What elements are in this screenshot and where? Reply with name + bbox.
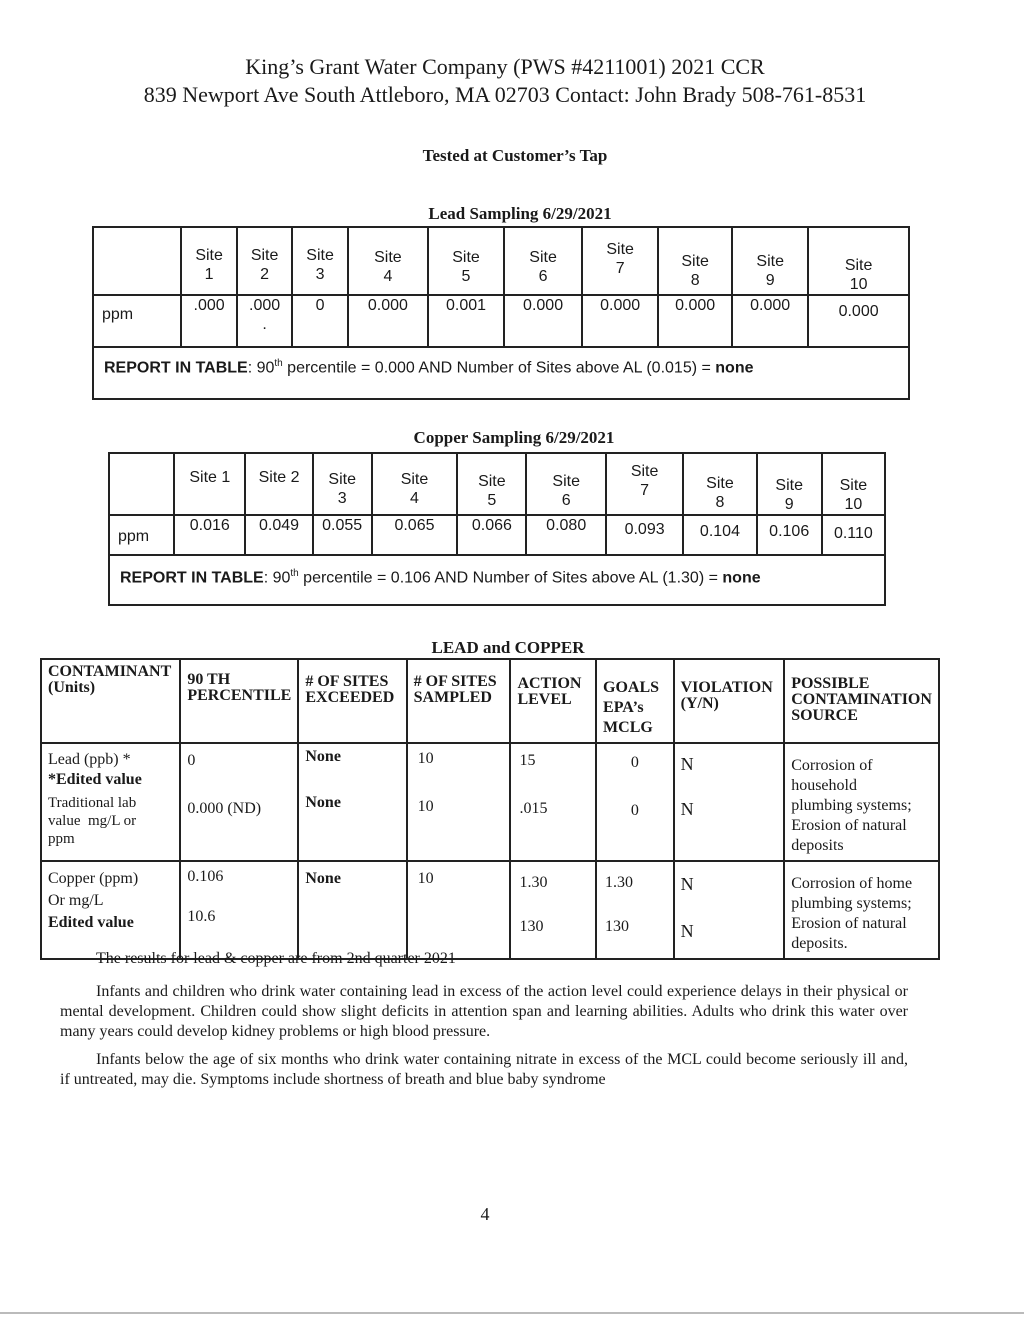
copper-unit: Or mg/L [48, 892, 104, 909]
copper-report-row [109, 555, 885, 605]
lead-edited-label: *Edited value [48, 771, 142, 788]
copper-report-result: none [722, 569, 761, 587]
lead-mclg-2: 0 [630, 802, 639, 819]
page-number: 4 [480, 1204, 490, 1224]
lead-percentile-2: 0.000 (ND) [187, 800, 262, 817]
copper-action-1: 1.30 [519, 874, 548, 891]
header-sites-exceeded: # OF SITES EXCEEDED [298, 659, 406, 743]
lead-site-header: Site 6 [504, 227, 582, 295]
copper-action-2: 130 [519, 918, 544, 935]
lead-site-header: Site 3 [292, 227, 347, 295]
copper-row-label: ppm [109, 515, 174, 555]
lead-action-cell [510, 743, 596, 861]
lead-site-value: 0.000 [504, 295, 582, 347]
copper-site-value: 0.065 [372, 515, 458, 555]
lead-site-header: Site 7 [582, 227, 658, 295]
lead-sampling-title: Lead Sampling 6/29/2021 [428, 204, 612, 223]
company-address: 839 Newport Ave South Attleboro, MA 02703 Contact: John Brady 508-761-8531 [143, 82, 867, 107]
lead-site-header: Site 1 [181, 227, 236, 295]
copper-violation-1: N [680, 874, 694, 894]
copper-report-sup: th [290, 568, 299, 579]
lead-sampling-table [92, 226, 910, 400]
lead-report-sup: th [274, 358, 283, 369]
copper-report-label: REPORT IN TABLE [120, 569, 264, 587]
copper-site-value: 0.110 [822, 515, 885, 555]
header-violation: VIOLATION (Y/N) [674, 659, 785, 743]
lead-report-pre: : 90 [247, 359, 275, 377]
copper-site-header: Site 7 [606, 453, 683, 515]
copper-action-cell [510, 861, 596, 959]
header-action-level: ACTION LEVEL [510, 659, 596, 743]
nitrate-health-paragraph: Infants below the age of six months who drink water containing nitrate in excess of the MCL could become seriously ill and, if untreated, may die. Symptoms include shortness of breath and blue baby syndrome [60, 1051, 908, 1088]
copper-edited-label: Edited value [48, 914, 134, 931]
lead-traditional-label: Traditional lab value mg/L or ppm [48, 795, 137, 847]
lead-site-value: 0.001 [428, 295, 504, 347]
copper-percentile-cell [180, 861, 298, 959]
header-goals-mclg: GOALS EPA’s MCLG [596, 659, 674, 743]
lead-exceeded-2: None [305, 794, 341, 811]
lead-site-value: 0.000 [348, 295, 428, 347]
copper-corner-cell [109, 453, 174, 515]
copper-site-value: 0.016 [174, 515, 245, 555]
lead-violation-2: N [680, 799, 694, 819]
lead-violation-1: N [680, 754, 694, 774]
copper-mclg-1: 1.30 [605, 874, 634, 891]
copper-percentile-2: 10.6 [187, 908, 216, 925]
lead-site-value: 0.000 [658, 295, 732, 347]
lead-percentile-cell [180, 743, 298, 861]
copper-sampling-title: Copper Sampling 6/29/2021 [413, 428, 615, 447]
lead-exceeded-1: None [305, 748, 341, 765]
lead-report-result: none [715, 359, 754, 377]
tested-title: Tested at Customer’s Tap [422, 146, 608, 165]
results-note: The results for lead & copper are from 2nd quarter 2021 [96, 950, 456, 967]
copper-site-header: Site 5 [457, 453, 526, 515]
copper-violation-2: N [680, 921, 694, 941]
header-contamination-source: POSSIBLE CONTAMINATION SOURCE [784, 659, 939, 743]
lead-site-header: Site 4 [348, 227, 428, 295]
lead-site-value: .000 . [237, 295, 292, 347]
lead-site-value: 0 [292, 295, 347, 347]
lead-report-row [93, 347, 909, 399]
lead-mclg-cell [596, 743, 674, 861]
lead-site-header: Site 5 [428, 227, 504, 295]
copper-site-value: 0.106 [757, 515, 822, 555]
copper-percentile-1: 0.106 [187, 868, 224, 885]
lead-sampled-cell [407, 743, 511, 861]
lead-health-paragraph: Infants and children who drink water containing lead in excess of the action level could experience delays in their physical or mental development. Children could show slight deficits in attention span and learning abilities. Adults who drink this water over many years could develop kidney problems or high blood pressure. [60, 983, 908, 1040]
lead-copper-title: LEAD and COPPER [431, 638, 585, 657]
header-contaminant: CONTAMINANT (Units) [41, 659, 180, 743]
copper-report-pre: : 90 [263, 569, 291, 587]
copper-site-value: 0.055 [313, 515, 372, 555]
lead-action-1: 15 [519, 752, 536, 769]
lead-percentile-1: 0 [187, 752, 196, 769]
lead-violation-cell [674, 743, 785, 861]
lead-corner-cell [93, 227, 181, 295]
lead-row-label: ppm [93, 295, 181, 347]
lead-site-header: Site 9 [732, 227, 808, 295]
lead-site-value: 0.000 [808, 295, 909, 347]
lead-sampled-1: 10 [417, 750, 434, 767]
header-percentile: 90 TH PERCENTILE [180, 659, 298, 743]
copper-site-header: Site 8 [683, 453, 756, 515]
copper-name: Copper (ppm) [48, 870, 139, 887]
copper-exceeded-cell: None [298, 861, 406, 959]
copper-site-header: Site 1 [174, 453, 245, 515]
copper-site-value: 0.093 [606, 515, 683, 555]
lead-mclg-1: 0 [630, 754, 639, 771]
copper-site-header: Site 6 [526, 453, 605, 515]
copper-site-value: 0.080 [526, 515, 605, 555]
copper-site-value: 0.066 [457, 515, 526, 555]
lead-contaminant-cell [41, 743, 180, 861]
lead-site-header: Site 2 [237, 227, 292, 295]
lead-site-value: 0.000 [582, 295, 658, 347]
copper-site-value: 0.104 [683, 515, 756, 555]
header-sites-sampled: # OF SITES SAMPLED [407, 659, 511, 743]
copper-site-value: 0.049 [245, 515, 312, 555]
lead-report-label: REPORT IN TABLE [104, 359, 248, 377]
copper-violation-cell [674, 861, 785, 959]
lead-copper-table [40, 658, 940, 960]
lead-site-value: .000 [181, 295, 236, 347]
copper-site-header: Site 4 [372, 453, 458, 515]
lead-action-2: .015 [519, 800, 548, 817]
bottom-edge-divider [0, 1312, 1024, 1314]
copper-site-header: Site 10 [822, 453, 885, 515]
lead-report-text: percentile = 0.000 AND Number of Sites above AL (0.015) = [282, 359, 716, 377]
lead-site-header: Site 8 [658, 227, 732, 295]
lead-exceeded-cell [298, 743, 406, 861]
copper-site-header: Site 3 [313, 453, 372, 515]
copper-site-header: Site 2 [245, 453, 312, 515]
copper-sampling-table [108, 452, 886, 606]
copper-site-header: Site 9 [757, 453, 822, 515]
copper-mclg-cell [596, 861, 674, 959]
copper-contaminant-cell [41, 861, 180, 959]
lead-sampled-2: 10 [417, 798, 434, 815]
lead-site-header: Site 10 [808, 227, 909, 295]
lead-name: Lead (ppb) * [48, 751, 131, 768]
copper-mclg-2: 130 [605, 918, 630, 935]
copper-report-text: percentile = 0.106 AND Number of Sites above AL (1.30) = [298, 569, 723, 587]
copper-sampled-cell: 10 [407, 861, 511, 959]
copper-source-cell: Corrosion of home plumbing systems; Erosion of natural deposits. [784, 861, 939, 959]
company-title: King’s Grant Water Company (PWS #4211001) 2021 CCR [245, 54, 765, 79]
lead-source-cell: Corrosion of household plumbing systems; Erosion of natural deposits [784, 743, 939, 861]
lead-site-value: 0.000 [732, 295, 808, 347]
